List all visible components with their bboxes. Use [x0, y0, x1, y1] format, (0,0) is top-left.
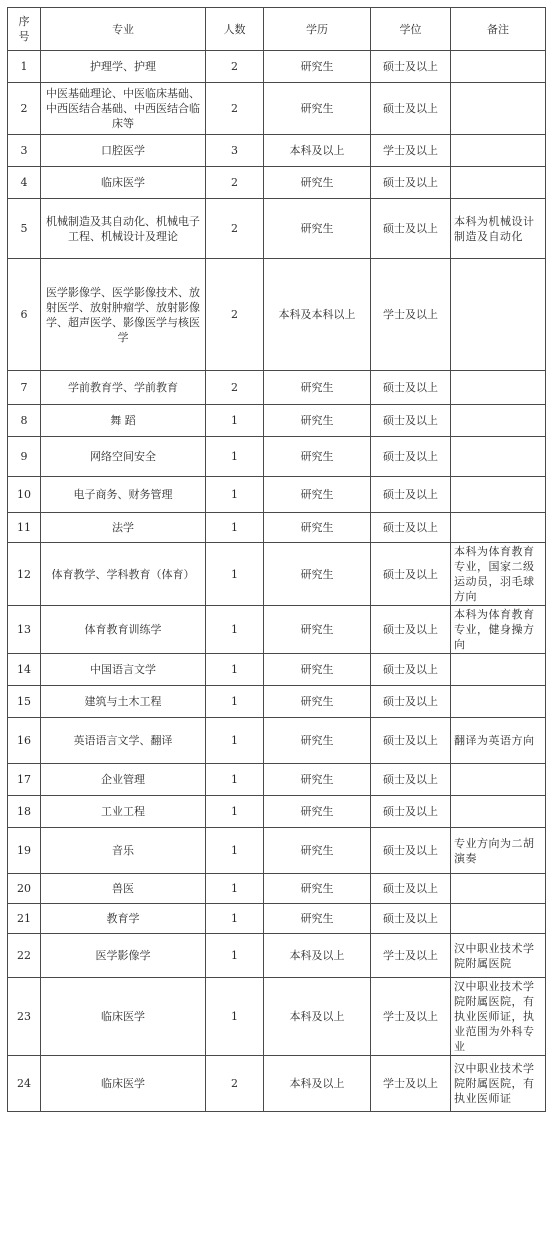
- header-note: 备注: [451, 8, 546, 51]
- cell-degree: 硕士及以上: [371, 543, 451, 606]
- cell-degree: 硕士及以上: [371, 606, 451, 654]
- cell-note: 汉中职业技术学院附属医院，有执业医师证: [451, 1056, 546, 1112]
- cell-seq: 8: [8, 405, 41, 437]
- cell-count: 2: [206, 1056, 264, 1112]
- cell-seq: 1: [8, 51, 41, 83]
- table-row: [8, 828, 546, 874]
- cell-note: [451, 371, 546, 405]
- cell-education: 研究生: [264, 405, 371, 437]
- cell-count: 1: [206, 405, 264, 437]
- cell-note: 本科为体育教育专业，国家二级运动员，羽毛球方向: [451, 543, 546, 606]
- table-row: [8, 874, 546, 904]
- cell-seq: 4: [8, 167, 41, 199]
- table-row: [8, 259, 546, 371]
- cell-note: [451, 259, 546, 371]
- cell-seq: 13: [8, 606, 41, 654]
- cell-count: 1: [206, 718, 264, 764]
- cell-degree: 硕士及以上: [371, 405, 451, 437]
- cell-count: 1: [206, 654, 264, 686]
- table-row: [8, 477, 546, 513]
- cell-major: 建筑与土木工程: [41, 686, 206, 718]
- cell-degree: 硕士及以上: [371, 686, 451, 718]
- cell-count: 2: [206, 371, 264, 405]
- cell-seq: 12: [8, 543, 41, 606]
- cell-degree: 硕士及以上: [371, 83, 451, 135]
- cell-major: 机械制造及其自动化、机械电子工程、机械设计及理论: [41, 199, 206, 259]
- cell-degree: 硕士及以上: [371, 654, 451, 686]
- cell-note: [451, 686, 546, 718]
- cell-seq: 16: [8, 718, 41, 764]
- cell-count: 2: [206, 167, 264, 199]
- cell-education: 研究生: [264, 654, 371, 686]
- cell-count: 2: [206, 51, 264, 83]
- cell-education: 本科及以上: [264, 978, 371, 1056]
- cell-note: [451, 904, 546, 934]
- cell-seq: 23: [8, 978, 41, 1056]
- cell-education: 研究生: [264, 796, 371, 828]
- cell-major: 企业管理: [41, 764, 206, 796]
- cell-education: 研究生: [264, 874, 371, 904]
- cell-education: 研究生: [264, 371, 371, 405]
- cell-degree: 学士及以上: [371, 934, 451, 978]
- cell-degree: 硕士及以上: [371, 167, 451, 199]
- cell-education: 研究生: [264, 167, 371, 199]
- cell-note: [451, 83, 546, 135]
- cell-seq: 2: [8, 83, 41, 135]
- cell-note: 翻译为英语方向: [451, 718, 546, 764]
- table-row: [8, 934, 546, 978]
- cell-major: 工业工程: [41, 796, 206, 828]
- cell-degree: 硕士及以上: [371, 513, 451, 543]
- cell-degree: 硕士及以上: [371, 796, 451, 828]
- cell-count: 2: [206, 83, 264, 135]
- cell-degree: 硕士及以上: [371, 199, 451, 259]
- cell-degree: 硕士及以上: [371, 51, 451, 83]
- cell-degree: 学士及以上: [371, 259, 451, 371]
- cell-seq: 7: [8, 371, 41, 405]
- cell-note: 本科为体育教育专业，健身操方向: [451, 606, 546, 654]
- table-row: [8, 904, 546, 934]
- cell-education: 研究生: [264, 477, 371, 513]
- cell-major: 中国语言文学: [41, 654, 206, 686]
- table-row: [8, 437, 546, 477]
- cell-major: 英语语言文学、翻译: [41, 718, 206, 764]
- cell-seq: 17: [8, 764, 41, 796]
- cell-degree: 硕士及以上: [371, 437, 451, 477]
- cell-education: 研究生: [264, 764, 371, 796]
- cell-count: 1: [206, 437, 264, 477]
- table-row: [8, 718, 546, 764]
- header-education: 学历: [264, 8, 371, 51]
- table-row: [8, 978, 546, 1056]
- cell-degree: 硕士及以上: [371, 718, 451, 764]
- cell-degree: 学士及以上: [371, 978, 451, 1056]
- table-row: [8, 654, 546, 686]
- cell-education: 研究生: [264, 199, 371, 259]
- cell-seq: 15: [8, 686, 41, 718]
- cell-degree: 学士及以上: [371, 135, 451, 167]
- cell-major: 口腔医学: [41, 135, 206, 167]
- table-row: [8, 199, 546, 259]
- cell-count: 1: [206, 904, 264, 934]
- header-major: 专业: [41, 8, 206, 51]
- cell-seq: 14: [8, 654, 41, 686]
- cell-degree: 硕士及以上: [371, 874, 451, 904]
- cell-degree: 硕士及以上: [371, 828, 451, 874]
- cell-seq: 10: [8, 477, 41, 513]
- cell-major: 体育教育训练学: [41, 606, 206, 654]
- table-row: [8, 764, 546, 796]
- cell-degree: 硕士及以上: [371, 477, 451, 513]
- cell-count: 1: [206, 828, 264, 874]
- cell-major: 护理学、护理: [41, 51, 206, 83]
- cell-note: 专业方向为二胡演奏: [451, 828, 546, 874]
- header-count: 人数: [206, 8, 264, 51]
- cell-note: [451, 764, 546, 796]
- cell-education: 研究生: [264, 828, 371, 874]
- cell-major: 临床医学: [41, 167, 206, 199]
- cell-education: 本科及以上: [264, 934, 371, 978]
- cell-count: 1: [206, 934, 264, 978]
- cell-count: 1: [206, 978, 264, 1056]
- cell-note: [451, 135, 546, 167]
- cell-note: [451, 167, 546, 199]
- cell-education: 研究生: [264, 543, 371, 606]
- cell-count: 2: [206, 199, 264, 259]
- table-row: [8, 796, 546, 828]
- cell-seq: 22: [8, 934, 41, 978]
- cell-count: 1: [206, 477, 264, 513]
- cell-major: 临床医学: [41, 1056, 206, 1112]
- table-row: [8, 606, 546, 654]
- cell-note: [451, 874, 546, 904]
- cell-education: 本科及以上: [264, 135, 371, 167]
- table-row: [8, 51, 546, 83]
- cell-major: 电子商务、财务管理: [41, 477, 206, 513]
- cell-seq: 5: [8, 199, 41, 259]
- cell-note: 汉中职业技术学院附属医院: [451, 934, 546, 978]
- table-row: [8, 543, 546, 606]
- cell-degree: 硕士及以上: [371, 904, 451, 934]
- cell-count: 3: [206, 135, 264, 167]
- table-row: [8, 83, 546, 135]
- cell-education: 研究生: [264, 513, 371, 543]
- table-row: [8, 686, 546, 718]
- header-seq: 序号: [8, 8, 41, 51]
- cell-major: 学前教育学、学前教育: [41, 371, 206, 405]
- cell-seq: 11: [8, 513, 41, 543]
- cell-major: 舞 蹈: [41, 405, 206, 437]
- cell-count: 1: [206, 543, 264, 606]
- cell-major: 体育教学、学科教育（体育）: [41, 543, 206, 606]
- cell-count: 1: [206, 796, 264, 828]
- table-row: [8, 513, 546, 543]
- cell-seq: 20: [8, 874, 41, 904]
- cell-education: 研究生: [264, 686, 371, 718]
- cell-note: [451, 437, 546, 477]
- table-row: [8, 1056, 546, 1112]
- table-row: [8, 167, 546, 199]
- cell-count: 1: [206, 686, 264, 718]
- cell-major: 教育学: [41, 904, 206, 934]
- cell-degree: 学士及以上: [371, 1056, 451, 1112]
- cell-note: [451, 477, 546, 513]
- cell-education: 研究生: [264, 718, 371, 764]
- recruitment-table: [7, 7, 546, 1112]
- cell-count: 1: [206, 764, 264, 796]
- cell-count: 2: [206, 259, 264, 371]
- cell-seq: 21: [8, 904, 41, 934]
- cell-note: [451, 654, 546, 686]
- cell-education: 研究生: [264, 904, 371, 934]
- cell-education: 研究生: [264, 437, 371, 477]
- cell-seq: 18: [8, 796, 41, 828]
- cell-major: 中医基础理论、中医临床基础、中西医结合基础、中西医结合临床等: [41, 83, 206, 135]
- cell-education: 研究生: [264, 51, 371, 83]
- table-row: [8, 405, 546, 437]
- cell-major: 医学影像学: [41, 934, 206, 978]
- cell-education: 本科及以上: [264, 1056, 371, 1112]
- cell-count: 1: [206, 513, 264, 543]
- cell-major: 法学: [41, 513, 206, 543]
- header-degree: 学位: [371, 8, 451, 51]
- cell-note: [451, 513, 546, 543]
- cell-major: 音乐: [41, 828, 206, 874]
- cell-count: 1: [206, 606, 264, 654]
- cell-major: 临床医学: [41, 978, 206, 1056]
- cell-note: [451, 796, 546, 828]
- cell-education: 本科及本科以上: [264, 259, 371, 371]
- cell-note: 汉中职业技术学院附属医院，有执业医师证，执业范围为外科专业: [451, 978, 546, 1056]
- cell-degree: 硕士及以上: [371, 764, 451, 796]
- header-row: [8, 8, 546, 51]
- cell-seq: 19: [8, 828, 41, 874]
- cell-major: 兽医: [41, 874, 206, 904]
- cell-major: 网络空间安全: [41, 437, 206, 477]
- recruitment-table-container: [7, 7, 545, 1112]
- cell-seq: 3: [8, 135, 41, 167]
- cell-degree: 硕士及以上: [371, 371, 451, 405]
- cell-note: [451, 51, 546, 83]
- cell-note: 本科为机械设计制造及自动化: [451, 199, 546, 259]
- cell-education: 研究生: [264, 606, 371, 654]
- cell-seq: 9: [8, 437, 41, 477]
- cell-education: 研究生: [264, 83, 371, 135]
- cell-seq: 24: [8, 1056, 41, 1112]
- cell-seq: 6: [8, 259, 41, 371]
- table-row: [8, 371, 546, 405]
- table-row: [8, 135, 546, 167]
- cell-count: 1: [206, 874, 264, 904]
- cell-major: 医学影像学、医学影像技术、放射医学、放射肿瘤学、放射影像学、超声医学、影像医学与核医学: [41, 259, 206, 371]
- cell-note: [451, 405, 546, 437]
